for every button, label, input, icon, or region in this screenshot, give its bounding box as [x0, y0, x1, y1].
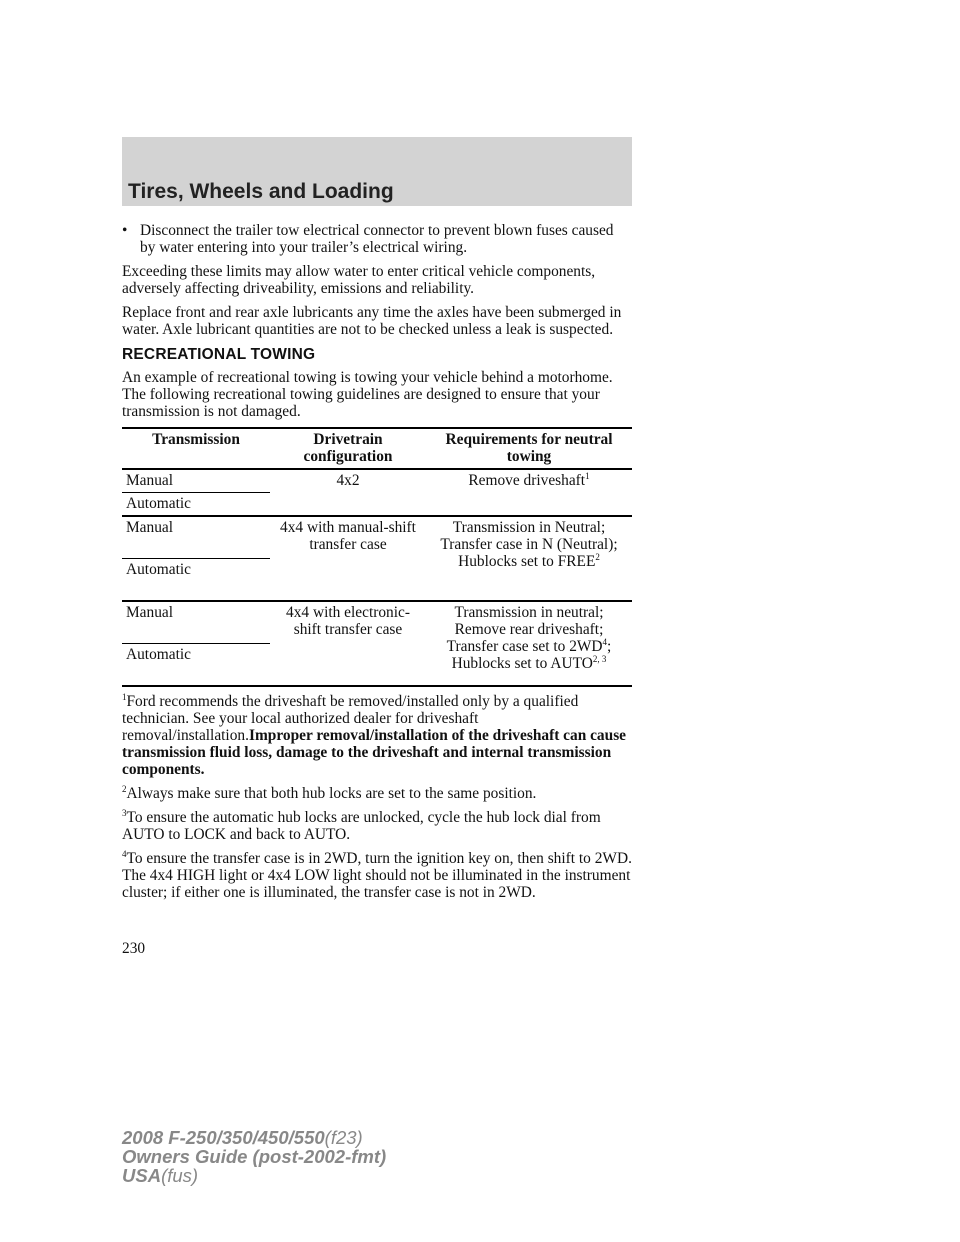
section-title: RECREATIONAL TOWING	[122, 346, 316, 363]
requirement-cell: Transmission in Neutral; Transfer case in N (Neutral); Hublocks set to FREE$^2$	[426, 516, 632, 601]
table-header-row	[122, 428, 632, 469]
page-number: 230	[122, 940, 146, 957]
section-header-band	[122, 137, 632, 206]
bullet-item	[122, 222, 632, 256]
footnote-1-warning: Improper removal/installation of the driveshaft can cause transmission fluid loss, damage to the driveshaft and internal transmission components.	[122, 727, 627, 778]
transmission-cell: Manual	[122, 469, 270, 493]
transmission-cell: Manual	[122, 601, 270, 644]
transmission-cell: Automatic	[122, 493, 270, 517]
paragraph: Replace front and rear axle lubricants any time the axles have been submerged in water. Axle lubricant quantities are not to be checked unless a leak is suspected.	[122, 304, 622, 338]
column-header: Transmission	[122, 428, 270, 469]
towing-table	[122, 427, 632, 687]
drivetrain-cell: 4x4 with electronic-shift transfer case	[270, 601, 426, 686]
transmission-cell: Manual	[122, 516, 270, 559]
footer-line-3: USA(fus)	[122, 1165, 199, 1186]
footnote-1: $^1$Ford recommends the driveshaft be removed/installed only by a qualified technician. See your local authorized dealer for driveshaft removal/installation.Improper removal/installation of the driveshaft can cause transmission fluid loss, damage to the driveshaft and internal transmission components.	[122, 691, 627, 778]
section-header-title: Tires, Wheels and Loading	[128, 180, 394, 203]
footnotes	[122, 693, 632, 901]
footnote-ref: 2	[595, 551, 600, 562]
document-footer	[122, 1128, 386, 1185]
footer-line-2: Owners Guide (post-2002-fmt)	[122, 1146, 387, 1167]
footer-line-1: 2008 F-250/350/450/550(f23)	[122, 1127, 363, 1148]
column-header: Drivetrain configuration	[270, 428, 426, 469]
paragraph: Exceeding these limits may allow water to enter critical vehicle components, adversely affecting driveability, emissions and reliability.	[122, 263, 596, 297]
bullet-text: Disconnect the trailer tow electrical connector to prevent blown fuses caused by water entering into your trailer’s electrical wiring.	[140, 222, 614, 256]
bullet-icon: •	[122, 222, 128, 239]
table-row	[122, 601, 632, 644]
transmission-cell: Automatic	[122, 559, 270, 602]
table-row	[122, 469, 632, 493]
footnote-3: $^3$To ensure the automatic hub locks are unlocked, cycle the hub lock dial from AUTO to LOCK and back to AUTO.	[122, 807, 601, 843]
transmission-cell: Automatic	[122, 644, 270, 687]
footnote-ref: 2, 3	[592, 653, 607, 664]
footnote-2: $^2$Always make sure that both hub locks are set to the same position.	[122, 783, 537, 802]
footnote-ref: 4	[602, 636, 608, 647]
column-header: Requirements for neutral towing	[426, 428, 632, 469]
requirement-cell: Remove driveshaft$^1$	[426, 469, 632, 516]
footnote-ref: 1	[585, 470, 590, 481]
requirement-cell: Transmission in neutral; Remove rear driveshaft; Transfer case set to $2WD^4$; Hublocks set to AUTO$^{2, 3}$	[426, 601, 632, 686]
section-intro: An example of recreational towing is towing your vehicle behind a motorhome. The following recreational towing guidelines are designed to ensure that your transmission is not damaged.	[122, 369, 613, 420]
drivetrain-cell: 4x4 with manual-shift transfer case	[270, 516, 426, 601]
table-row	[122, 516, 632, 559]
page-content	[122, 222, 632, 908]
drivetrain-cell: 4x2	[270, 469, 426, 516]
footnote-4: $^4$To ensure the transfer case is in 2WD, turn the ignition key on, then shift to 2WD. The 4x4 HIGH light or 4x4 LOW light should not be illuminated in the instrument cluster; if either one is illuminated, the transfer case is not in 2WD.	[122, 848, 632, 901]
